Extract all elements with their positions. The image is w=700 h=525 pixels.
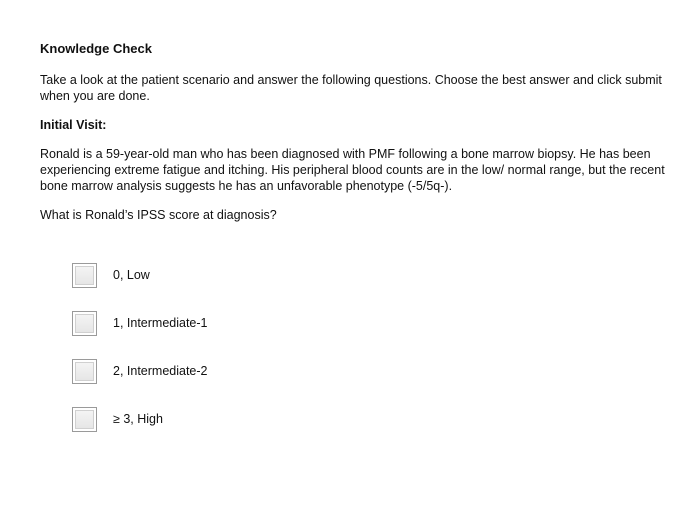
- answer-option-1[interactable]: [72, 308, 208, 338]
- page-title: Knowledge Check: [40, 41, 152, 56]
- answer-label-3[interactable]: ≥ 3, High: [113, 412, 163, 426]
- question-text: What is Ronald’s IPSS score at diagnosis?: [40, 208, 277, 222]
- answer-option-0[interactable]: [72, 260, 208, 290]
- answer-label-0[interactable]: 0, Low: [113, 268, 150, 282]
- answer-option-2[interactable]: [72, 356, 208, 386]
- checkbox-1[interactable]: [72, 311, 97, 336]
- checkbox-2[interactable]: [72, 359, 97, 384]
- answer-option-3[interactable]: [72, 404, 208, 434]
- scenario-text: Ronald is a 59-year-old man who has been diagnosed with PMF following a bone marrow biopsy. He has been experiencing extreme fatigue and itching. His peripheral blood counts are in the low/ normal range, but the recent bone marrow analysis suggests he has an unfavorable phenotype (-5/5q-).: [40, 147, 665, 193]
- checkbox-3[interactable]: [72, 407, 97, 432]
- checkbox-0[interactable]: [72, 263, 97, 288]
- answer-label-1[interactable]: 1, Intermediate-1: [113, 316, 208, 330]
- answer-label-2[interactable]: 2, Intermediate-2: [113, 364, 208, 378]
- instructions-text: Take a look at the patient scenario and answer the following questions. Choose the best answer and click submit when you are done.: [40, 73, 662, 103]
- section-heading: Initial Visit:: [40, 118, 107, 132]
- knowledge-check-panel: [40, 40, 685, 236]
- answer-options: [72, 260, 208, 452]
